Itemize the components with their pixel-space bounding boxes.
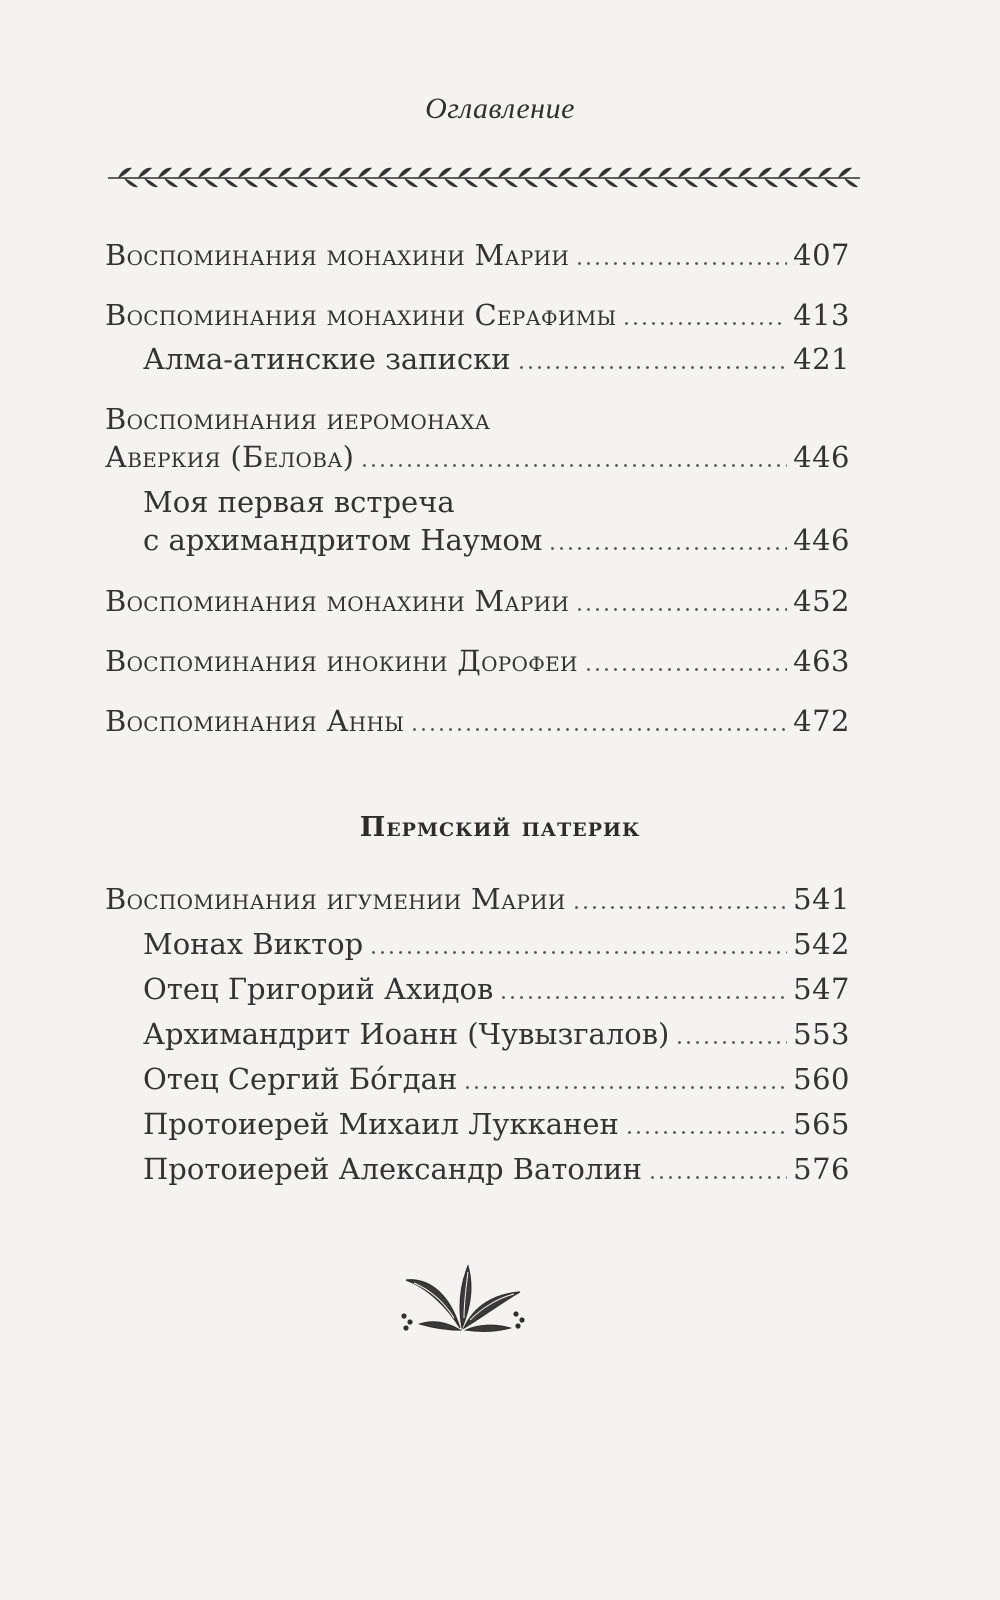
toc-entry-page: 542 <box>793 927 850 961</box>
vine-leaf <box>718 168 732 178</box>
vine-leaf <box>464 178 478 187</box>
toc-entry-page: 541 <box>793 882 850 916</box>
toc-subentry[interactable] <box>105 925 850 963</box>
toc-subentry[interactable] <box>105 483 850 559</box>
dot-leader <box>572 906 787 909</box>
vine-leaf <box>544 178 558 187</box>
vine-leaf <box>238 168 252 178</box>
vine-leaf <box>484 178 498 187</box>
vine-leaf <box>144 178 158 187</box>
vine-leaf <box>824 178 838 187</box>
dot-leader <box>575 608 787 611</box>
dot-leader <box>360 464 787 467</box>
toc-entry-title: Воспоминания монахини Марии <box>105 584 570 618</box>
vine-leaf <box>598 168 612 178</box>
vine-leaf <box>704 178 718 187</box>
vine-leaf <box>638 168 652 178</box>
vine-leaf <box>124 178 138 187</box>
vine-leaf <box>258 168 272 178</box>
vine-leaf <box>804 178 818 187</box>
toc-entry[interactable] <box>105 296 850 334</box>
toc-subentry[interactable] <box>105 970 850 1008</box>
toc-entry-title: Воспоминания монахини Марии <box>105 238 570 272</box>
vine-leaf <box>184 178 198 187</box>
vine-leaf <box>844 178 858 187</box>
vine-leaf <box>518 168 532 178</box>
page-title: Оглавление <box>425 92 575 125</box>
toc-entry[interactable] <box>105 642 850 680</box>
vine-leaf <box>658 168 672 178</box>
toc-entry-page: 452 <box>793 584 850 618</box>
vine-leaf <box>684 178 698 187</box>
vine-leaf <box>264 178 278 187</box>
vine-leaf <box>358 168 372 178</box>
toc-entry-title: Отец Григорий Ахидов <box>143 972 494 1006</box>
vine-leaf <box>584 178 598 187</box>
vine-leaf <box>504 178 518 187</box>
toc-entry-page: 413 <box>793 298 850 332</box>
toc-entry-title: Монах Виктор <box>143 927 364 961</box>
vine-leaf <box>278 168 292 178</box>
toc-subentry[interactable] <box>105 1015 850 1053</box>
toc-entry-page: 565 <box>793 1107 850 1141</box>
dot-leader <box>625 1131 787 1134</box>
toc-entry-title: Аверкия (Белова) <box>105 440 355 474</box>
vine-leaf <box>424 178 438 187</box>
vine-leaf <box>538 168 552 178</box>
vine-leaf <box>498 168 512 178</box>
dot-leader <box>575 262 787 265</box>
vine-leaf <box>204 178 218 187</box>
vine-leaf <box>678 168 692 178</box>
vine-leaf <box>338 168 352 178</box>
toc-entry[interactable] <box>105 880 850 918</box>
vine-leaf <box>318 168 332 178</box>
vine-leaf <box>558 168 572 178</box>
dot-leader <box>584 668 787 671</box>
toc-entry-page: 421 <box>793 342 850 376</box>
vine-leaf <box>798 168 812 178</box>
vine-leaf <box>178 168 192 178</box>
vine-leaf <box>118 168 132 178</box>
vine-leaf <box>224 178 238 187</box>
section-heading: Пермский патерик <box>359 812 641 843</box>
vine-leaf <box>344 178 358 187</box>
vine-leaf <box>218 168 232 178</box>
toc-entry-title: Отец Сергий Бо́гдан <box>143 1062 458 1096</box>
toc-entry-title-line1: Моя первая встреча <box>143 485 455 519</box>
toc-entry-title: Воспоминания монахини Серафимы <box>105 298 617 332</box>
toc-subentry[interactable] <box>105 1105 850 1143</box>
toc-entry-page: 547 <box>793 972 850 1006</box>
vine-leaf <box>324 178 338 187</box>
dot-leader <box>410 728 787 731</box>
vine-leaf <box>818 168 832 178</box>
vine-leaf <box>578 168 592 178</box>
vine-leaf <box>384 178 398 187</box>
vine-leaf <box>564 178 578 187</box>
vine-leaf <box>138 168 152 178</box>
vine-leaf <box>298 168 312 178</box>
toc-entry[interactable] <box>105 702 850 740</box>
vine-leaf <box>164 178 178 187</box>
vine-leaf <box>458 168 472 178</box>
vine-leaf <box>444 178 458 187</box>
toc-entry-page: 553 <box>793 1017 850 1051</box>
vine-leaf <box>398 168 412 178</box>
dot-leader <box>499 996 787 999</box>
vine-leaf <box>418 168 432 178</box>
vine-leaf <box>438 168 452 178</box>
toc-entry-title: Протоиерей Александр Ватолин <box>143 1152 642 1186</box>
toc-entry-title: с архимандритом Наумом <box>143 523 543 557</box>
vine-leaf <box>524 178 538 187</box>
vine-leaf <box>284 178 298 187</box>
toc-entry-title: Воспоминания игумении Марии <box>105 882 566 916</box>
toc-entry[interactable] <box>105 400 850 476</box>
vine-leaf <box>618 168 632 178</box>
toc-subentry[interactable] <box>105 1060 850 1098</box>
toc-entry[interactable] <box>105 236 850 274</box>
dot-leader <box>622 322 787 325</box>
vine-leaf <box>158 168 172 178</box>
dot-leader <box>463 1086 787 1089</box>
vine-leaf <box>664 178 678 187</box>
leaf-ornament-icon <box>398 1258 528 1338</box>
toc-entry-page: 560 <box>793 1062 850 1096</box>
vine-leaf <box>784 178 798 187</box>
vine-leaf <box>744 178 758 187</box>
toc-entry-title: Протоиерей Михаил Лукканен <box>143 1107 619 1141</box>
toc-subentry[interactable] <box>105 340 850 378</box>
toc-entry-page: 472 <box>793 704 850 738</box>
vine-leaf <box>364 178 378 187</box>
vine-leaf <box>838 168 852 178</box>
toc-entry-page: 463 <box>793 644 850 678</box>
dot-leader <box>648 1176 787 1179</box>
dot-leader <box>548 547 787 550</box>
toc-entry-page: 446 <box>793 523 850 557</box>
vine-divider-icon <box>104 160 864 196</box>
vine-leaf <box>764 178 778 187</box>
toc-entry-page: 576 <box>793 1152 850 1186</box>
vine-leaf <box>198 168 212 178</box>
vine-leaf <box>724 178 738 187</box>
toc-entry-title-line1: Воспоминания иеромонаха <box>105 402 491 436</box>
dot-leader <box>675 1041 787 1044</box>
vine-leaf <box>738 168 752 178</box>
vine-leaf <box>604 178 618 187</box>
vine-leaf <box>778 168 792 178</box>
vine-leaf <box>758 168 772 178</box>
vine-leaf <box>624 178 638 187</box>
dot-leader <box>369 951 787 954</box>
vine-leaf <box>404 178 418 187</box>
toc-entry-title: Воспоминания Анны <box>105 704 405 738</box>
toc-entry-page: 407 <box>793 238 850 272</box>
toc-entry[interactable] <box>105 582 850 620</box>
toc-entry-title: Воспоминания инокини Дорофеи <box>105 644 578 678</box>
toc-entry-title: Алма-атинские записки <box>143 342 511 376</box>
vine-leaf <box>304 178 318 187</box>
vine-leaf <box>478 168 492 178</box>
toc-entry-page: 446 <box>793 440 850 474</box>
vine-leaf <box>698 168 712 178</box>
vine-leaf <box>644 178 658 187</box>
vine-leaf <box>244 178 258 187</box>
vine-leaf <box>378 168 392 178</box>
toc-entry-title: Архимандрит Иоанн (Чувызгалов) <box>143 1017 670 1051</box>
toc-subentry[interactable] <box>105 1150 850 1188</box>
dot-leader <box>517 366 788 369</box>
